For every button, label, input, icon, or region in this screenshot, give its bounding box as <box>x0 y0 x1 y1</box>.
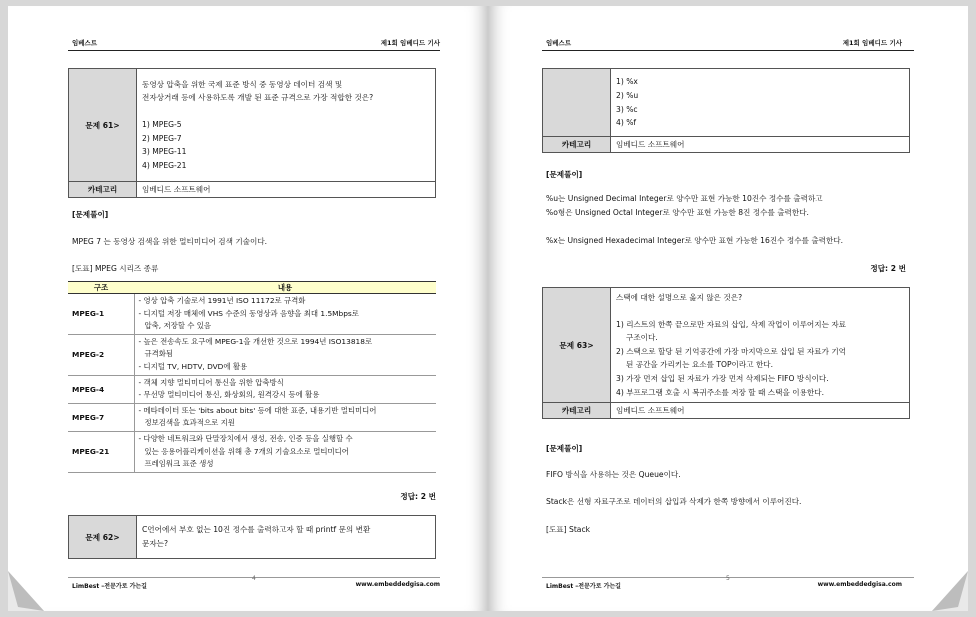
mpeg-table-header: 구조 <box>68 282 134 294</box>
answer: 정답: 2 번 <box>870 264 906 273</box>
question-61-box <box>68 68 436 198</box>
option: 3) 가장 먼저 삽입 된 자료가 가장 먼저 삭제되는 FIFO 방식이다. <box>616 373 829 383</box>
option: 1) 리스트의 한쪽 끝으로만 자료의 삽입, 삭제 작업이 이루어지는 자료 <box>616 319 846 329</box>
option: 1) %x <box>616 77 638 87</box>
question-62-text: 문자는? <box>142 539 169 548</box>
question-63-text: 스택에 대한 설명으로 옳지 않은 것은? <box>616 293 743 302</box>
option: 2) 스택으로 할당 된 기억공간에 가장 마지막으로 삽입 된 자료가 기억 <box>616 346 846 356</box>
book-spread <box>8 6 968 611</box>
table-row <box>68 375 436 403</box>
option: 된 공간을 가리키는 요소를 TOP이라고 한다. <box>626 360 774 370</box>
page-curl-icon <box>932 571 968 611</box>
category-value: 임베디드 소프트웨어 <box>611 403 910 419</box>
header-brand: 임베스트 <box>546 39 572 47</box>
category-value: 임베디드 소프트웨어 <box>137 182 436 198</box>
header-title: 제1회 임베디드 기사 <box>842 39 902 47</box>
mpeg-key: MPEG-7 <box>68 403 134 431</box>
option: 4) %f <box>616 118 637 128</box>
option: 3) %c <box>616 104 638 114</box>
page-curl-icon <box>8 571 44 611</box>
mpeg-key: MPEG-21 <box>68 431 134 472</box>
option: 3) MPEG-11 <box>142 147 187 157</box>
mpeg-desc: 압축, 저장할 수 있음 <box>144 321 212 331</box>
option: 2) MPEG-7 <box>142 133 182 143</box>
option: 구조이다. <box>626 333 658 343</box>
mpeg-desc: - 디지털 저장 매체에 VHS 수준의 동영상과 음향을 최대 1.5Mbps로 <box>138 308 359 318</box>
solution-text: %u는 Unsigned Decimal Integer로 양수만 표현 가능한 10진수 정수를 출력하고 <box>546 194 823 203</box>
solution-title: [문제풀이] <box>546 444 583 453</box>
table-row <box>68 403 436 431</box>
option: 1) MPEG-5 <box>142 119 182 129</box>
question-63-body <box>611 288 910 403</box>
mpeg-desc: - 무선망 멀티미디어 통신, 화상회의, 원격강시 등에 활용 <box>138 390 320 400</box>
footer-left: LimBest –전문가로 가는길 <box>72 583 147 590</box>
category-label: 카테고리 <box>543 403 611 419</box>
question-61-label: 문제 61> <box>69 69 137 182</box>
table-row <box>68 431 436 472</box>
solution-text: %x는 Unsigned Hexadecimal Integer로 양수만 표현 가능한 16진수 정수를 출력한다. <box>546 236 844 245</box>
question-62-text: C언어에서 부호 없는 10진 정수를 출력하고자 할 때 printf 문의 변환 <box>142 525 371 535</box>
header-rule <box>542 50 914 51</box>
mpeg-key: MPEG-1 <box>68 294 134 335</box>
right-page <box>488 6 968 611</box>
question-62-options <box>611 69 910 137</box>
header-brand: 임베스트 <box>72 39 98 47</box>
solution-title: [문제풀이] <box>72 210 109 219</box>
mpeg-table-header: 내용 <box>134 282 436 294</box>
figure-caption: [도표] Stack <box>546 525 591 534</box>
footer-url: www.embeddedgisa.com <box>817 581 902 588</box>
question-63-box <box>542 287 910 419</box>
question-61-text: 동영상 압축을 위한 국제 표준 방식 중 동영상 데이터 검색 및 <box>142 79 343 89</box>
figure-caption: [도표] MPEG 시리즈 종류 <box>72 264 159 273</box>
option: 4) MPEG-21 <box>142 160 187 170</box>
solution-text: %o형은 Unsigned Octal Integer로 양수만 표현 가능한 8진 정수를 출력한다. <box>546 208 809 217</box>
option: 2) %u <box>616 90 639 100</box>
question-63-label: 문제 63> <box>543 288 611 403</box>
mpeg-desc: - 객체 지향 멀티미디어 통신을 위한 압축방식 <box>138 377 284 387</box>
mpeg-key: MPEG-4 <box>68 375 134 403</box>
page-number: 5 <box>726 575 730 582</box>
footer-url: www.embeddedgisa.com <box>355 581 440 588</box>
solution-text: FIFO 방식을 사용하는 것은 Queue이다. <box>546 470 681 479</box>
question-61-text: 전자상거래 등에 사용하도록 개발 된 표준 규격으로 가장 적합한 것은? <box>142 93 374 103</box>
table-row <box>68 294 436 335</box>
mpeg-table <box>68 281 436 473</box>
page-number: 4 <box>252 575 256 582</box>
option: 4) 부프로그램 호출 시 복귀주소를 저장 할 때 스택을 이용한다. <box>616 387 824 397</box>
mpeg-desc: - 영상 압축 기술로서 1991년 ISO 11172로 규격화 <box>138 296 306 305</box>
mpeg-desc: - 디지털 TV, HDTV, DVD에 활용 <box>138 361 248 371</box>
mpeg-desc: - 높은 전송속도 요구에 MPEG-1을 개선한 것으로 1994년 ISO13818로 <box>138 336 373 346</box>
mpeg-desc: 규격화됨 <box>144 349 174 359</box>
left-page <box>8 6 488 611</box>
category-label: 카테고리 <box>69 182 137 198</box>
question-62-box <box>68 515 436 559</box>
answer: 정답: 2 번 <box>400 492 436 501</box>
solution-title: [문제풀이] <box>546 170 583 179</box>
question-62-body <box>137 516 436 559</box>
header-title: 제1회 임베디드 기사 <box>380 39 440 47</box>
mpeg-desc: 정보검색을 효과적으로 지원 <box>144 418 235 428</box>
question-62-label: 문제 62> <box>69 516 137 559</box>
solution-text: Stack은 선형 자료구조로 데이터의 삽입과 삭제가 한쪽 방향에서 이루어진다. <box>546 497 802 506</box>
mpeg-key: MPEG-2 <box>68 334 134 375</box>
solution-text: MPEG 7 는 동영상 검색을 위한 멀티미디어 검색 기술이다. <box>72 237 268 246</box>
category-value: 임베디드 소프트웨어 <box>611 137 910 153</box>
question-62-cont-box <box>542 68 910 153</box>
table-row <box>68 334 436 375</box>
header-rule <box>68 50 440 51</box>
mpeg-desc: - 다양한 네트워크와 단말장치에서 생성, 전송, 인증 등을 실행할 수 <box>138 433 353 443</box>
question-61-body <box>137 69 436 182</box>
mpeg-desc: - 메타데이터 또는 'bits about bits' 등에 대한 표준, 내용기반 멀티미디어 <box>138 405 377 415</box>
mpeg-desc: 프레임워크 표준 생성 <box>144 459 214 469</box>
category-label: 카테고리 <box>543 137 611 153</box>
footer-left: LimBest –전문가로 가는길 <box>546 583 621 590</box>
mpeg-desc: 있는 응용어플리케이션을 위해 총 7개의 기술요소로 멀티미디어 <box>144 446 349 456</box>
